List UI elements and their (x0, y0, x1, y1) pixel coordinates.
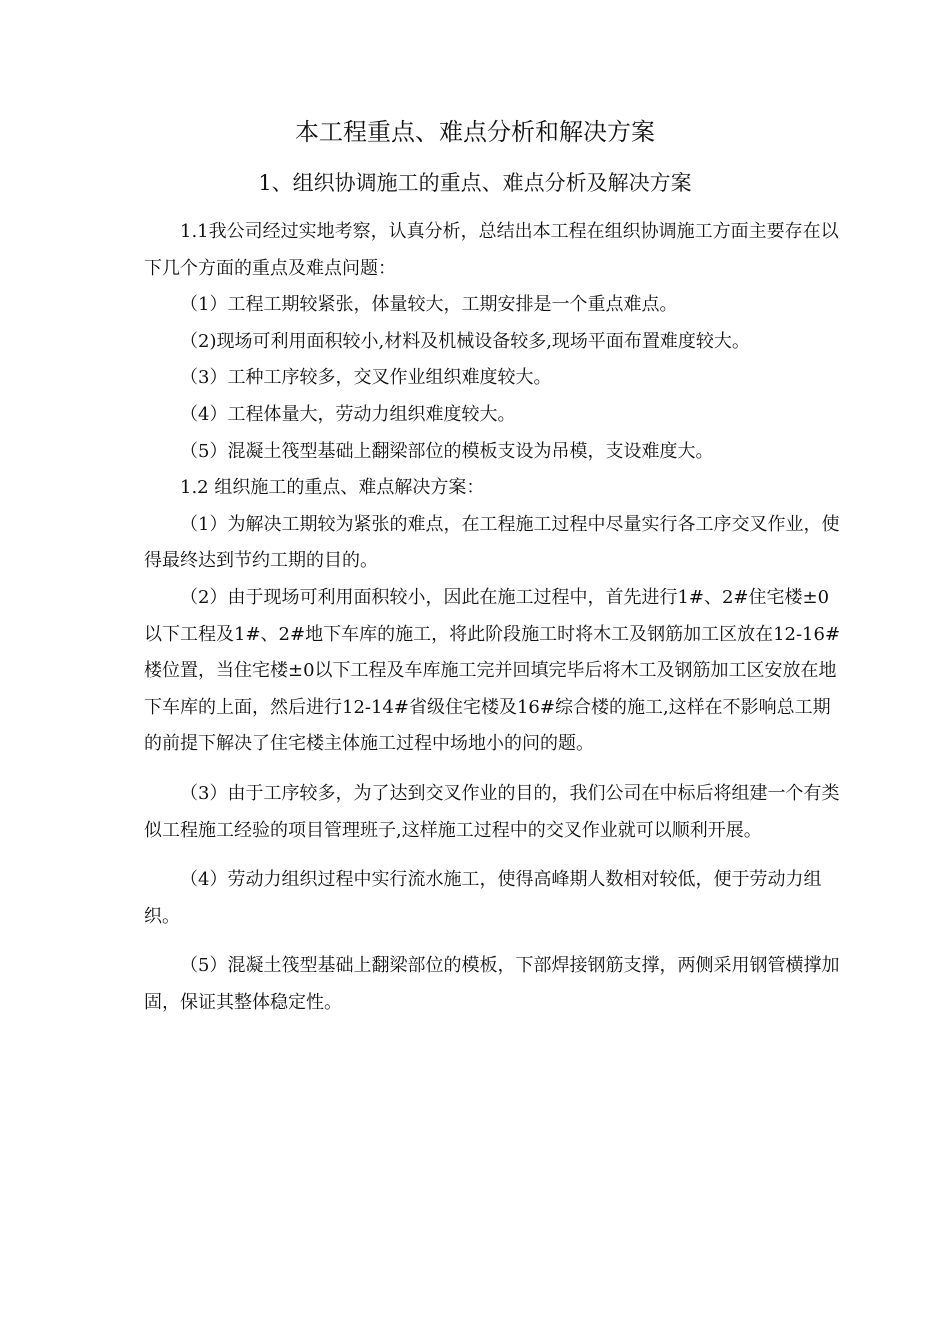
document-body (144, 214, 844, 1021)
problem-item-4: （4）工程体量大，劳动力组织难度较大。 (180, 403, 516, 425)
problem-item-2: （2)现场可利用面积较小,材料及机械设备较多,现场平面布置难度较大。 (180, 330, 750, 352)
problem-item-5: （5）混凝土筏型基础上翻梁部位的模板支设为吊模，支设难度大。 (180, 440, 714, 462)
solution-item-5: （5）混凝土筏型基础上翻梁部位的模板，下部焊接钢筋支撑，两侧采用钢管横撑加固，保证其整体稳定性。 (144, 955, 840, 1013)
page-title: 本工程重点、难点分析和解决方案 (295, 118, 655, 146)
solutions-heading: 1.2 组织施工的重点、难点解决方案： (180, 477, 485, 499)
intro-paragraph: 1.1我公司经过实地考察，认真分析，总结出本工程在组织协调施工方面主要存在以下几个方面的重点及难点问题： (144, 221, 839, 279)
problem-item-3: （3）工种工序较多，交叉作业组织难度较大。 (180, 367, 552, 389)
problem-item-1: （1）工程工期较紧张，体量较大，工期安排是一个重点难点。 (180, 294, 678, 316)
section-heading: 1、组织协调施工的重点、难点分析及解决方案 (258, 171, 692, 195)
solution-item-1: （1）为解决工期较为紧张的难点，在工程施工过程中尽量实行各工序交叉作业，使得最终达到节约工期的目的。 (144, 513, 840, 572)
solution-item-4: （4）劳动力组织过程中实行流水施工，使得高峰期人数相对较低，便于劳动力组织。 (144, 869, 822, 927)
solution-item-3: （3）由于工序较多，为了达到交叉作业的目的，我们公司在中标后将组建一个有类似工程施工经验的项目管理班子,这样施工过程中的交叉作业就可以顺利开展。 (144, 782, 840, 841)
solution-item-2: （2）由于现场可利用面积较小，因此在施工过程中，首先进行1#、2#住宅楼±0以下工程及1#、2#地下车库的施工，将此阶段施工时将木工及钢筋加工区放在12-16#楼位置，当住宅楼±0以下工程及车库施工完并回填完毕后将木工及钢筋加工区安放在地下车库的上面，然后进行12-14#省级住宅楼及16#综合楼的施工,这样在不影响总工期的前提下解决了住宅楼主体施工过程中场地小的问的题。 (144, 586, 841, 755)
